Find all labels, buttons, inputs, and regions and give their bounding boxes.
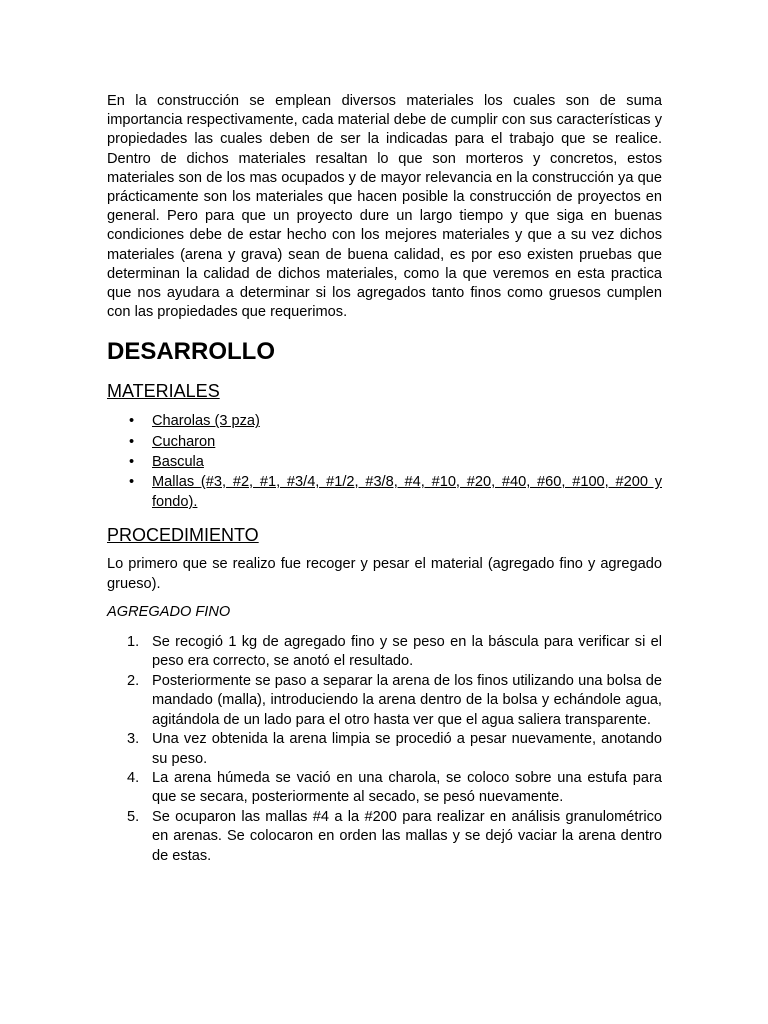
desarrollo-heading: DESARROLLO <box>107 338 275 366</box>
step-number: 3. <box>127 731 140 748</box>
list-item <box>107 633 662 672</box>
list-item <box>107 452 662 472</box>
intro-paragraph: En la construcción se emplean diversos materiales los cuales son de suma importancia respectivamente, cada material debe de cumplir con sus características y propiedades las cuales deben de ser la indicadas para el trabajo que se realice. Dentro de dichos materiales resaltan lo que son morteros y concretos, estos materiales son de los mas ocupados y de mayor relevancia en la construcción ya que prácticamente son los materiales que hacen posible la construcción de proyectos en general. Pero para que un proyecto dure un largo tiempo y que siga en buenas condiciones debe de estar hecho con los mejores materiales y que a su vez dichos materiales (arena y grava) sean de buena calidad, es por eso existen pruebas que determinan la calidad de dichos materiales, como la que veremos en esta practica que nos ayudara a determinar si los agregados tanto finos como gruesos cumplen con las propiedades que requerimos. <box>107 93 662 321</box>
list-item <box>107 808 662 866</box>
list-item <box>107 672 662 730</box>
document-page <box>107 92 662 866</box>
list-item <box>107 432 662 452</box>
steps-list <box>107 633 662 866</box>
step-text: La arena húmeda se vació en una charola, se coloco sobre una estufa para que se secara, posteriormente al secado, se pesó nuevamente. <box>152 769 662 806</box>
agregado-fino-heading: AGREGADO FINO <box>107 603 231 620</box>
list-item <box>107 730 662 769</box>
material-item: Charolas (3 pza) <box>152 413 260 430</box>
list-item <box>107 472 662 512</box>
step-text: Una vez obtenida la arena limpia se procedió a pesar nuevamente, anotando su peso. <box>152 731 662 767</box>
list-item <box>107 411 662 431</box>
bullet-icon: • <box>129 453 135 470</box>
procedimiento-heading: PROCEDIMIENTO <box>107 525 259 546</box>
bullet-icon: • <box>129 413 135 430</box>
step-number: 2. <box>127 672 140 689</box>
step-text: Posteriormente se paso a separar la arena de los finos utilizando una bolsa de mandado (malla), introduciendo la arena dentro de la bolsa y echándole agua, agitándola de un lado para el otro hasta ver que el agua saliera transparente. <box>152 672 662 728</box>
material-item: Bascula <box>152 453 204 470</box>
step-text: Se ocuparon las mallas #4 a la #200 para realizar en análisis granulométrico en arenas. Se colocaron en orden las mallas y se dejó vaciar la arena dentro de estas. <box>152 808 662 864</box>
materiales-heading: MATERIALES <box>107 381 220 402</box>
material-item: Cucharon <box>152 433 216 450</box>
step-number: 4. <box>127 769 140 786</box>
bullet-icon: • <box>129 474 135 491</box>
step-number: 1. <box>127 634 140 651</box>
step-text: Se recogió 1 kg de agregado fino y se peso en la báscula para verificar si el peso era correcto, se anotó el resultado. <box>152 634 662 670</box>
bullet-icon: • <box>129 433 135 450</box>
materials-list <box>107 411 662 512</box>
list-item <box>107 769 662 808</box>
material-item: Mallas (#3, #2, #1, #3/4, #1/2, #3/8, #4, #10, #20, #40, #60, #100, #200 y fondo). <box>152 474 662 511</box>
procedure-intro: Lo primero que se realizo fue recoger y pesar el material (agregado fino y agregado grueso). <box>107 556 662 592</box>
step-number: 5. <box>127 808 140 825</box>
